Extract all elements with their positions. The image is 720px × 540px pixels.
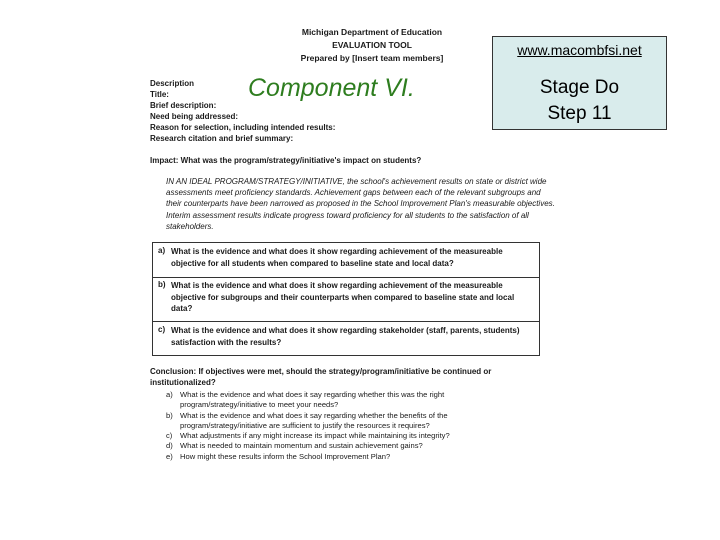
questions-table [152, 242, 540, 356]
need-label: Need being addressed: [150, 112, 239, 121]
item-text: How might these results inform the School Improvement Plan? [180, 451, 391, 461]
row-question: What is the evidence and what does it show regarding stakeholder (staff, parents, students) satisfaction with the results? [171, 326, 520, 347]
title-label: Title: [150, 90, 169, 99]
list-item [166, 441, 526, 451]
item-letter: b) [166, 410, 173, 420]
item-letter: e) [166, 451, 173, 461]
stage-label: Stage Do [539, 77, 620, 98]
step-label: Step 11 [547, 103, 612, 124]
list-item [166, 431, 526, 441]
info-box [492, 36, 667, 130]
impact-heading: Impact: What was the program/strategy/initiative's impact on students? [150, 156, 422, 165]
list-item [166, 452, 526, 462]
row-question: What is the evidence and what does it show regarding achievement of the measureable objective for subgroups and their counterparts when compared to baseline state and local data? [171, 281, 515, 314]
item-text: What is needed to maintain momentum and sustain achievement gains? [180, 441, 423, 451]
reason-label: Reason for selection, including intended results: [150, 123, 336, 132]
header-tool: EVALUATION TOOL [332, 40, 412, 50]
table-row [153, 243, 539, 278]
item-letter: c) [166, 431, 173, 441]
header-org: Michigan Department of Education [301, 27, 443, 37]
table-row [153, 322, 539, 355]
brief-description-label: Brief description: [150, 101, 217, 110]
item-text: What adjustments if any might increase its impact while maintaining its integrity? [180, 431, 450, 441]
conclusion-heading: Conclusion: If objectives were met, should the strategy/program/initiative be continued or institutionalized? [150, 367, 492, 387]
row-question: What is the evidence and what does it show regarding achievement of the measureable objective for all students when compared to baseline state and local data? [171, 247, 503, 268]
desc-label: Description [150, 79, 195, 88]
item-letter: a) [166, 390, 173, 399]
header-prepared: Prepared by [Insert team members] [300, 53, 444, 63]
item-text: What is the evidence and what does it say regarding whether this was the right program/strategy/initiative to meet your needs? [180, 390, 445, 410]
component-title: Component VI. [248, 74, 415, 102]
list-item [166, 411, 526, 432]
website-link[interactable]: www.macombfsi.net [517, 42, 642, 58]
row-letter: c) [158, 325, 166, 334]
list-item [166, 390, 526, 411]
research-label: Research citation and brief summary: [150, 134, 294, 143]
conclusion-list [166, 390, 526, 462]
row-letter: b) [158, 280, 166, 289]
item-text: What is the evidence and what does it say regarding whether the benefits of the program/strategy/initiative are sufficient to justify the resources it requires? [180, 410, 448, 430]
item-letter: d) [166, 441, 173, 451]
ideal-paragraph: IN AN IDEAL PROGRAM/STRATEGY/INITIATIVE, the school's achievement results on state or district wide assessments meet proficiency standards. Achievement gaps between each of the relevant subgroups and their counterparts have been narrowed as proposed in the School Improvement Plan's measurable objectives. Interim assessment results indicate progress toward proficiency for all students to the satisfaction of all stakeholders. [166, 177, 555, 231]
row-letter: a) [158, 246, 166, 255]
table-row [153, 277, 539, 322]
